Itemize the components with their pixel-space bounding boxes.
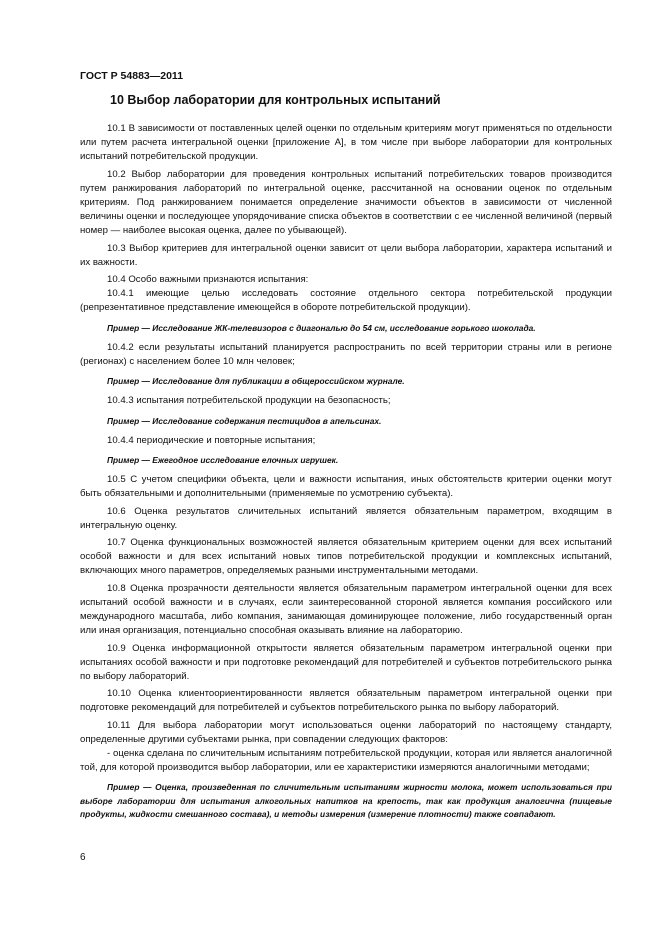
example-3: Пример — Исследование содержания пестицидов в апельсинах. [107,415,382,426]
page-number: 6 [80,852,86,863]
paragraph-10-4-3: 10.4.3 испытания потребительской продукции на безопасность; [107,395,391,407]
paragraph-10-8: 10.8 Оценка прозрачности деятельности является обязательным параметром интегральной оценки для всех испытаний особой важности и в случаях, если заинтересованной стороной является компания российского или международного масштаба, либо компания, занимающая доминирующее положение, либо государственный орган или иная организация, потенциально способная оказывать влияние на лабораторию. [80,582,612,637]
paragraph-10-11: 10.11 Для выбора лаборатории могут использоваться оценки лабораторий по настоящему стандарту, определенные другими субъектами рынка, при совпадении следующих факторов: [80,719,612,745]
example-2: Пример — Исследование для публикации в общероссийском журнале. [107,376,405,387]
section-body [80,122,612,821]
paragraph-10-7: 10.7 Оценка функциональных возможностей является обязательным критерием оценки для всех испытаний особой важности и для всех испытаний новых типов потребительской продукции и комплексных испытаний, включающих много параметров, определяемых разными инструментальными методами. [80,537,612,577]
paragraph-10-4-4: 10.4.4 периодические и повторные испытания; [107,434,316,446]
example-1: Пример — Исследование ЖК-телевизоров с диагональю до 54 см, исследование горького шоколада. [107,322,536,333]
paragraph-10-5: 10.5 С учетом специфики объекта, цели и важности испытания, иных обстоятельств критерии оценки могут быть обязательными и дополнительными (применяемые по усмотрению субъекта). [80,474,612,500]
paragraph-10-4-1: 10.4.1 имеющие целью исследовать состояние отдельного сектора потребительской продукции (репрезентативное представление имеющейся в обороте потребительской продукции). [80,288,612,314]
section-title: 10 Выбор лаборатории для контрольных испытаний [110,93,441,107]
paragraph-10-4: 10.4 Особо важными признаются испытания: [107,274,309,286]
paragraph-10-11-list-item: - оценка сделана по сличительным испытаниям потребительской продукции, которая или является аналогичной той, для которой производится выбор лаборатории, или ее характеристики измеряются аналогичными методами; [80,747,612,774]
paragraph-10-3: 10.3 Выбор критериев для интегральной оценки зависит от цели выбора лаборатории, характера испытаний и их важности. [80,242,612,268]
paragraph-10-2: 10.2 Выбор лаборатории для проведения контрольных испытаний потребительских товаров производится путем ранжирования лабораторий по интегральной оценке, рассчитанной на основании оценок по отдельным критериям. Под ранжированием понимается определение значимости объектов в зависимости от численной величины оценки и последующее упорядочивание списка объектов в соответствии с ее численной величиной (первый номер — наиболее высокая оценка, далее по убывающей). [80,168,612,237]
paragraph-10-4-2: 10.4.2 если результаты испытаний планируется распространить по всей территории страны или в регионе (регионах) с населением более 10 млн человек; [80,341,612,368]
paragraph-10-6: 10.6 Оценка результатов сличительных испытаний является обязательным параметром, входящим в интегральную оценку. [80,505,612,531]
paragraph-10-1: 10.1 В зависимости от поставленных целей оценки по отдельным критериям могут применяться по отдельности или путем расчета интегральной оценки [приложение А], в том числе при выборе лаборатории для контрольных испытаний потребительской продукции. [80,123,612,163]
paragraph-10-9: 10.9 Оценка информационной открытости является обязательным параметром интегральной оценки при испытаниях особой важности и при подготовке рекомендаций для потребителей и субъектов потребительского рынка по выбору лабораторий. [80,642,612,682]
paragraph-10-10: 10.10 Оценка клиентоориентированности является обязательным параметром интегральной оценки при подготовке рекомендаций для потребителей и субъектов потребительского рынка по выбору лабораторий. [80,688,612,714]
standard-header: ГОСТ Р 54883—2011 [80,70,184,82]
example-4: Пример — Ежегодное исследование елочных игрушек. [107,455,339,466]
example-5: Пример — Оценка, произведенная по сличительным испытаниям жирности молока, может использоваться при выборе лаборатории для испытания алкогольных напитков на крепость, так как продукция аналогична (пищевые продукты, жидкости смешанного состава), и методы измерения (измерение плотности) также совпадают. [80,782,612,819]
